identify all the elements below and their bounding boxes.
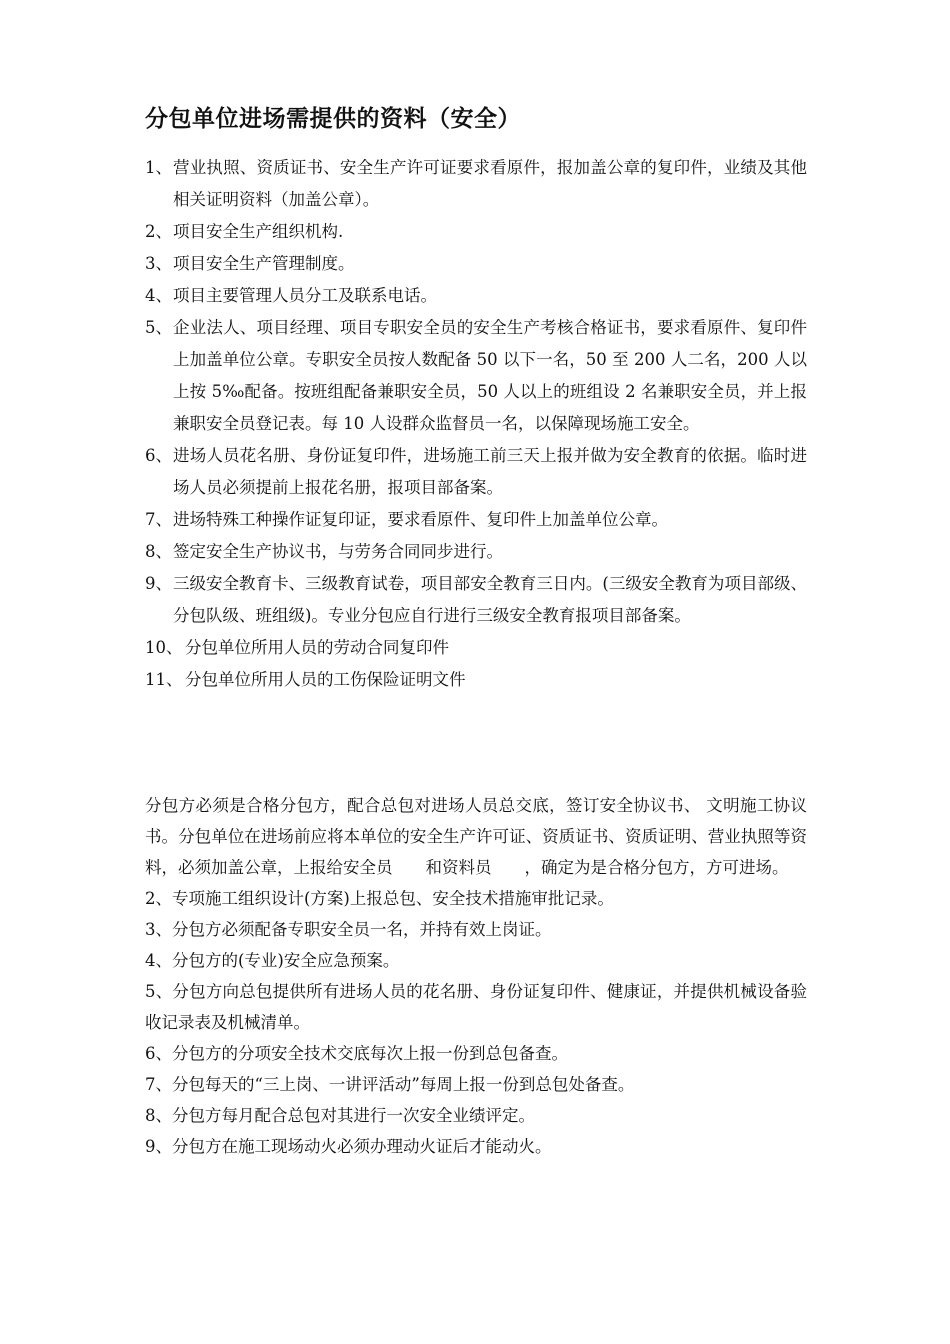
document-title: 分包单位进场需提供的资料（安全） <box>145 106 521 132</box>
paragraph-line: 9、分包方在施工现场动火必须办理动火证后才能动火。 <box>145 1137 552 1156</box>
list-item-text: 进场人员花名册、身份证复印件，进场施工前三天上报并做为安全教育的依据。临时进场人员必须提前上报花名册，报项目部备案。 <box>173 446 807 497</box>
list-item-number: 7、 <box>145 510 172 529</box>
list-item <box>145 632 807 664</box>
list-item-text: 项目安全生产管理制度。 <box>173 254 355 273</box>
list-item <box>145 216 807 248</box>
list-item-number: 10、 <box>145 638 183 657</box>
list-item <box>145 568 807 632</box>
list-item-number: 11、 <box>145 670 183 689</box>
paragraph-line: 3、分包方必须配备专职安全员一名，并持有效上岗证。 <box>145 920 552 939</box>
list-item-number: 4、 <box>145 286 172 305</box>
list-item-number: 3、 <box>145 254 172 273</box>
paragraph-line: 7、分包每天的“三上岗、一讲评活动”每周上报一份到总包处备查。 <box>145 1075 635 1094</box>
list-item-text: 分包单位所用人员的劳动合同复印件 <box>185 638 449 657</box>
list-item-text: 进场特殊工种操作证复印证，要求看原件、复印件上加盖单位公章。 <box>173 510 668 529</box>
list-item-number: 1、 <box>145 158 172 177</box>
paragraph-line: 2、专项施工组织设计(方案)上报总包、安全技术措施审批记录。 <box>145 889 614 908</box>
intro-paragraph: 分包方必须是合格分包方，配合总包对进场人员总交底，签订安全协议书、 文明施工协议书。分包单位在进场前应将本单位的安全生产许可证、资质证书、资质证明、营业执照等资料，必须加盖公章，上报给安全员 和资料员 ，确定为是合格分包方，方可进场。 <box>145 796 807 877</box>
list-item-text: 营业执照、资质证书、安全生产许可证要求看原件，报加盖公章的复印件，业绩及其他相关证明资料（加盖公章）。 <box>173 158 807 209</box>
paragraph-line: 5、分包方向总包提供所有进场人员的花名册、身份证复印件、健康证，并提供机械设备验收记录表及机械清单。 <box>145 982 807 1032</box>
list-item-text: 项目安全生产组织机构. <box>173 222 344 241</box>
list-item-text: 企业法人、项目经理、项目专职安全员的安全生产考核合格证书，要求看原件、复印件上加盖单位公章。专职安全员按人数配备 50 以下一名，50 至 200 人二名，200 人以上按 5‰配备。按班组配备兼职安全员，50 人以上的班组设 2 名兼职安全员，并上报兼职安全员登记表。每 10 人设群众监督员一名，以保障现场施工安全。 <box>173 318 807 433</box>
list-item <box>145 280 807 312</box>
paragraph-line: 6、分包方的分项安全技术交底每次上报一份到总包备查。 <box>145 1044 568 1063</box>
list-item-number: 6、 <box>145 446 172 465</box>
requirements-list <box>145 152 807 696</box>
list-item-text: 分包单位所用人员的工伤保险证明文件 <box>185 670 466 689</box>
list-item <box>145 440 807 504</box>
list-item <box>145 152 807 216</box>
list-item-number: 9、 <box>145 574 172 593</box>
paragraph-line: 8、分包方每月配合总包对其进行一次安全业绩评定。 <box>145 1106 535 1125</box>
list-item-text: 项目主要管理人员分工及联系电话。 <box>173 286 437 305</box>
subcontractor-requirements-section <box>145 790 807 1162</box>
list-item-text: 三级安全教育卡、三级教育试卷，项目部安全教育三日内。(三级安全教育为项目部级、分包队级、班组级)。专业分包应自行进行三级安全教育报项目部备案。 <box>173 574 807 625</box>
list-item <box>145 312 807 440</box>
list-item-number: 8、 <box>145 542 172 561</box>
list-item <box>145 248 807 280</box>
list-item <box>145 504 807 536</box>
list-item-number: 2、 <box>145 222 172 241</box>
list-item-text: 签定安全生产协议书，与劳务合同同步进行。 <box>173 542 503 561</box>
paragraph-line: 4、分包方的(专业)安全应急预案。 <box>145 951 400 970</box>
list-item <box>145 664 807 696</box>
list-item-number: 5、 <box>145 318 172 337</box>
list-item <box>145 536 807 568</box>
